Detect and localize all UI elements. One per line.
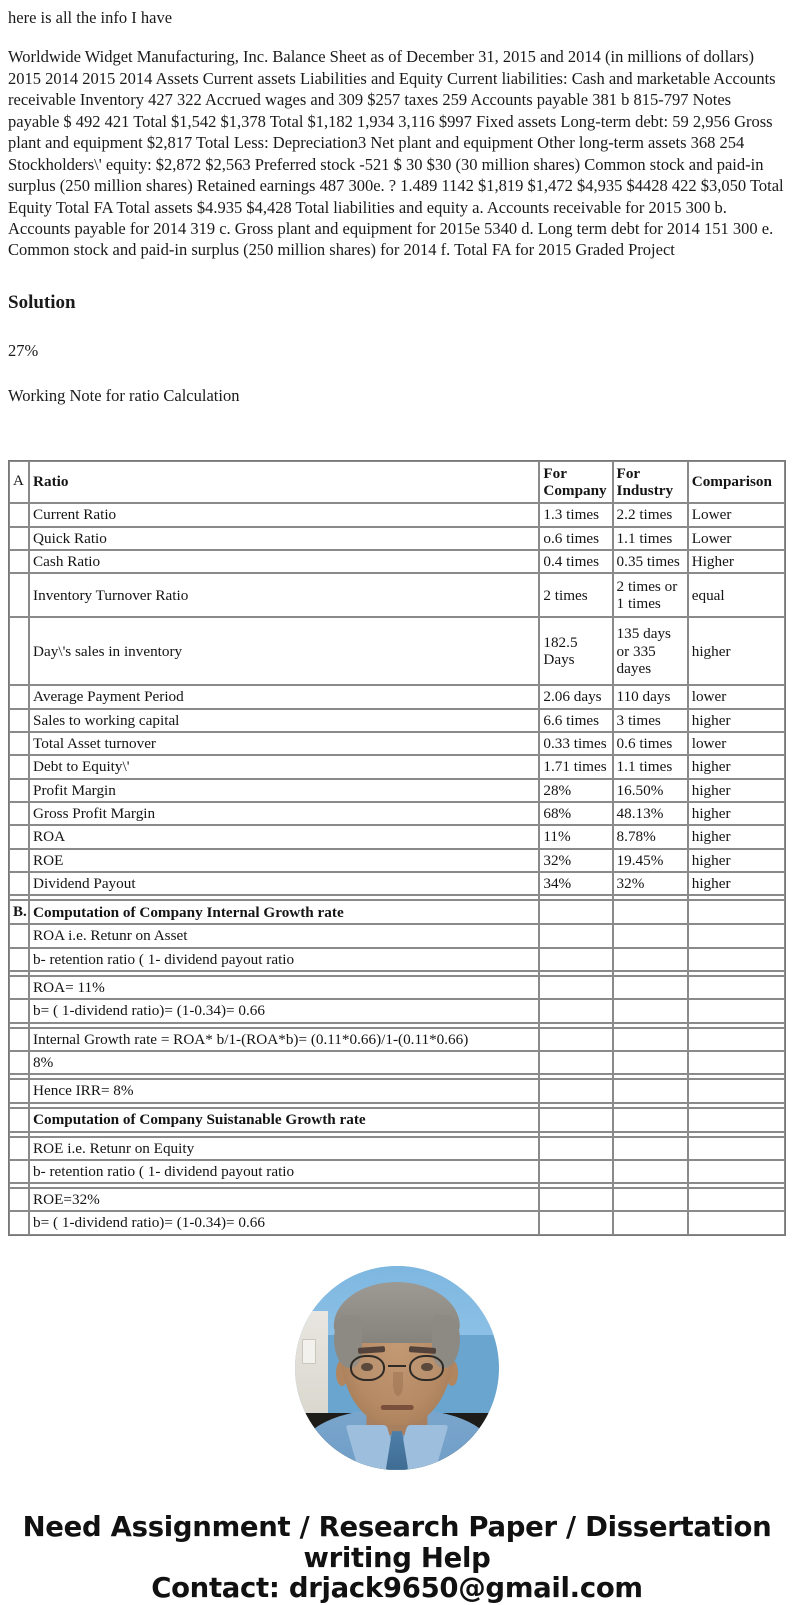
row-for-company-cell: 28% bbox=[539, 779, 612, 802]
row-ratio-cell: b= ( 1-dividend ratio)= (1-0.34)= 0.66 bbox=[29, 1211, 539, 1234]
row-ratio-cell: Sales to working capital bbox=[29, 709, 539, 732]
table-row bbox=[9, 1137, 785, 1160]
row-comparison-cell: lower bbox=[688, 685, 785, 708]
row-for-company-cell: 0.4 times bbox=[539, 550, 612, 573]
row-for-industry-cell: 2.2 times bbox=[613, 503, 688, 526]
table-row bbox=[9, 924, 785, 947]
table-row bbox=[9, 1188, 785, 1211]
photo-background-door bbox=[295, 1311, 328, 1425]
row-for-company-cell bbox=[539, 1028, 612, 1051]
row-comparison-cell: higher bbox=[688, 825, 785, 848]
table-row bbox=[9, 503, 785, 526]
table-row bbox=[9, 900, 785, 924]
row-comparison-cell bbox=[688, 1211, 785, 1234]
row-ratio-cell: Current Ratio bbox=[29, 503, 539, 526]
row-for-industry-cell bbox=[613, 1079, 688, 1102]
row-comparison-cell: higher bbox=[688, 709, 785, 732]
table-row bbox=[9, 872, 785, 895]
row-for-industry-cell bbox=[613, 1188, 688, 1211]
header-comparison: Comparison bbox=[688, 461, 785, 504]
row-for-industry-cell bbox=[613, 999, 688, 1022]
row-for-company-cell bbox=[539, 1051, 612, 1074]
table-row bbox=[9, 1079, 785, 1102]
table-row bbox=[9, 709, 785, 732]
row-for-company-cell bbox=[539, 924, 612, 947]
row-index-cell bbox=[9, 872, 29, 895]
row-for-industry-cell: 32% bbox=[613, 872, 688, 895]
row-for-company-cell: 6.6 times bbox=[539, 709, 612, 732]
row-for-industry-cell: 135 days or 335 dayes bbox=[613, 617, 688, 685]
row-for-company-cell bbox=[539, 999, 612, 1022]
table-row bbox=[9, 617, 785, 685]
cta-section bbox=[0, 1512, 794, 1605]
table-row bbox=[9, 948, 785, 971]
row-index-cell bbox=[9, 732, 29, 755]
table-row bbox=[9, 1160, 785, 1183]
table-row bbox=[9, 999, 785, 1022]
row-for-industry-cell: 110 days bbox=[613, 685, 688, 708]
row-for-industry-cell: 48.13% bbox=[613, 802, 688, 825]
row-for-industry-cell bbox=[613, 924, 688, 947]
row-index-cell bbox=[9, 825, 29, 848]
row-index-cell bbox=[9, 503, 29, 526]
row-for-industry-cell: 0.6 times bbox=[613, 732, 688, 755]
row-ratio-cell: Internal Growth rate = ROA* b/1-(ROA*b)= (0.11*0.66)/1-(0.11*0.66) bbox=[29, 1028, 539, 1051]
row-index-cell bbox=[9, 1137, 29, 1160]
row-comparison-cell bbox=[688, 948, 785, 971]
row-for-company-cell: o.6 times bbox=[539, 527, 612, 550]
row-index-cell: B. bbox=[9, 900, 29, 924]
row-for-industry-cell bbox=[613, 1028, 688, 1051]
row-for-company-cell bbox=[539, 1188, 612, 1211]
row-for-company-cell bbox=[539, 1079, 612, 1102]
row-for-industry-cell bbox=[613, 900, 688, 924]
row-for-company-cell: 32% bbox=[539, 849, 612, 872]
row-comparison-cell bbox=[688, 1188, 785, 1211]
row-ratio-cell: ROA= 11% bbox=[29, 976, 539, 999]
row-index-cell bbox=[9, 1051, 29, 1074]
table-row bbox=[9, 732, 785, 755]
row-ratio-cell: Quick Ratio bbox=[29, 527, 539, 550]
row-for-industry-cell bbox=[613, 1160, 688, 1183]
row-comparison-cell: Higher bbox=[688, 550, 785, 573]
row-index-cell bbox=[9, 1211, 29, 1234]
row-index-cell bbox=[9, 573, 29, 617]
row-for-industry-cell: 3 times bbox=[613, 709, 688, 732]
row-for-industry-cell: 19.45% bbox=[613, 849, 688, 872]
table-row bbox=[9, 573, 785, 617]
row-for-company-cell bbox=[539, 900, 612, 924]
row-comparison-cell bbox=[688, 1079, 785, 1102]
row-comparison-cell: equal bbox=[688, 573, 785, 617]
photo-glasses-right bbox=[409, 1355, 444, 1382]
avatar bbox=[295, 1266, 499, 1470]
row-index-cell bbox=[9, 1108, 29, 1132]
row-for-company-cell: 0.33 times bbox=[539, 732, 612, 755]
table-header-row bbox=[9, 461, 785, 504]
row-for-company-cell: 68% bbox=[539, 802, 612, 825]
row-for-company-cell: 2.06 days bbox=[539, 685, 612, 708]
row-comparison-cell bbox=[688, 1028, 785, 1051]
row-index-cell bbox=[9, 779, 29, 802]
header-index: A bbox=[9, 461, 29, 504]
table-row bbox=[9, 527, 785, 550]
row-comparison-cell bbox=[688, 1108, 785, 1132]
row-for-company-cell bbox=[539, 1211, 612, 1234]
row-ratio-cell: Computation of Company Suistanable Growth rate bbox=[29, 1108, 539, 1132]
cta-line-1: Need Assignment / Research Paper / Dissertation bbox=[22, 1510, 772, 1543]
row-for-company-cell bbox=[539, 1108, 612, 1132]
ratios-table bbox=[8, 460, 786, 1236]
row-for-company-cell bbox=[539, 1137, 612, 1160]
photo-glasses-bridge bbox=[388, 1365, 406, 1367]
row-for-company-cell: 1.3 times bbox=[539, 503, 612, 526]
row-index-cell bbox=[9, 527, 29, 550]
row-comparison-cell: higher bbox=[688, 755, 785, 778]
header-for-company: For Company bbox=[539, 461, 612, 504]
row-comparison-cell: higher bbox=[688, 802, 785, 825]
row-for-company-cell: 182.5 Days bbox=[539, 617, 612, 685]
row-index-cell bbox=[9, 550, 29, 573]
table-row bbox=[9, 1108, 785, 1132]
row-ratio-cell: 8% bbox=[29, 1051, 539, 1074]
row-for-company-cell bbox=[539, 948, 612, 971]
table-row bbox=[9, 849, 785, 872]
table-row bbox=[9, 825, 785, 848]
ratios-table-body bbox=[9, 461, 785, 1235]
row-for-industry-cell: 0.35 times bbox=[613, 550, 688, 573]
row-for-industry-cell: 1.1 times bbox=[613, 755, 688, 778]
row-comparison-cell: lower bbox=[688, 732, 785, 755]
row-for-industry-cell: 8.78% bbox=[613, 825, 688, 848]
row-index-cell bbox=[9, 685, 29, 708]
table-row bbox=[9, 1051, 785, 1074]
row-index-cell bbox=[9, 924, 29, 947]
cta-contact-line: Contact: drjack9650@gmail.com bbox=[151, 1572, 643, 1605]
row-for-industry-cell: 1.1 times bbox=[613, 527, 688, 550]
intro-section bbox=[0, 0, 794, 261]
row-index-cell bbox=[9, 1028, 29, 1051]
row-index-cell bbox=[9, 1079, 29, 1102]
row-index-cell bbox=[9, 999, 29, 1022]
row-index-cell bbox=[9, 802, 29, 825]
table-row bbox=[9, 1211, 785, 1234]
balance-sheet-paragraph: Worldwide Widget Manufacturing, Inc. Balance Sheet as of December 31, 2015 and 2014 (in millions of dollars) 2015 2014 2015 2014 Assets Current assets Liabilities and Equity Current liabilities: Cash and marketable Accounts receivable Inventory 427 322 Accrued wages and 309 $257 taxes 259 Accounts payable 381 b 815-797 Notes payable $ 492 421 Total $1,542 $1,378 Total $1,182 1,934 3,116 $997 Fixed assets Long-term debt: 59 2,956 Gross plant and equipment $2,817 Total Less: Depreciation3 Net plant and equipment Other long-term assets 368 254 Stockholders\' equity: $2,872 $2,563 Preferred stock -521 $ 30 $30 (30 million shares) Common stock and paid-in surplus (250 million shares) Retained earnings 487 300e. ? 1.489 1142 $1,819 $1,472 $4,935 $4428 422 $3,050 Total Equity Total FA Total assets $4.935 $4,428 Total liabilities and equity a. Accounts receivable for 2015 300 b. Accounts payable for 2014 319 c. Gross plant and equipment for 2015e 5340 d. Long term debt for 2014 151 300 e. Common stock and paid-in surplus (250 million shares) for 2014 f. Total FA for 2015 Graded Project bbox=[8, 47, 784, 260]
row-for-company-cell: 34% bbox=[539, 872, 612, 895]
row-ratio-cell: b- retention ratio ( 1- dividend payout ratio bbox=[29, 1160, 539, 1183]
row-comparison-cell: higher bbox=[688, 849, 785, 872]
row-ratio-cell: b- retention ratio ( 1- dividend payout ratio bbox=[29, 948, 539, 971]
row-ratio-cell: ROA bbox=[29, 825, 539, 848]
row-index-cell bbox=[9, 948, 29, 971]
header-ratio: Ratio bbox=[29, 461, 539, 504]
row-for-industry-cell bbox=[613, 1108, 688, 1132]
row-for-company-cell bbox=[539, 976, 612, 999]
cta-line-2: writing Help bbox=[303, 1541, 491, 1574]
working-note-label: Working Note for ratio Calculation bbox=[8, 385, 240, 405]
row-comparison-cell bbox=[688, 1137, 785, 1160]
row-comparison-cell bbox=[688, 1160, 785, 1183]
table-row bbox=[9, 802, 785, 825]
photo-light-switch bbox=[302, 1339, 316, 1363]
row-comparison-cell: higher bbox=[688, 617, 785, 685]
row-index-cell bbox=[9, 617, 29, 685]
row-for-company-cell: 2 times bbox=[539, 573, 612, 617]
solution-percent: 27% bbox=[8, 340, 39, 360]
row-comparison-cell: higher bbox=[688, 872, 785, 895]
photo-mouth bbox=[381, 1405, 414, 1410]
row-ratio-cell: Gross Profit Margin bbox=[29, 802, 539, 825]
row-index-cell bbox=[9, 976, 29, 999]
row-ratio-cell: Total Asset turnover bbox=[29, 732, 539, 755]
table-row bbox=[9, 685, 785, 708]
table-row bbox=[9, 1028, 785, 1051]
row-ratio-cell: Average Payment Period bbox=[29, 685, 539, 708]
row-index-cell bbox=[9, 1160, 29, 1183]
row-for-industry-cell bbox=[613, 948, 688, 971]
row-ratio-cell: ROE bbox=[29, 849, 539, 872]
row-comparison-cell: Lower bbox=[688, 503, 785, 526]
row-comparison-cell bbox=[688, 1051, 785, 1074]
row-comparison-cell bbox=[688, 900, 785, 924]
row-index-cell bbox=[9, 709, 29, 732]
row-index-cell bbox=[9, 849, 29, 872]
row-for-company-cell: 11% bbox=[539, 825, 612, 848]
row-ratio-cell: Hence IRR= 8% bbox=[29, 1079, 539, 1102]
row-ratio-cell: ROA i.e. Retunr on Asset bbox=[29, 924, 539, 947]
table-row bbox=[9, 976, 785, 999]
row-for-company-cell bbox=[539, 1160, 612, 1183]
row-ratio-cell: Dividend Payout bbox=[29, 872, 539, 895]
table-row bbox=[9, 779, 785, 802]
row-comparison-cell bbox=[688, 976, 785, 999]
intro-line: here is all the info I have bbox=[8, 8, 173, 27]
row-ratio-cell: b= ( 1-dividend ratio)= (1-0.34)= 0.66 bbox=[29, 999, 539, 1022]
row-for-industry-cell bbox=[613, 1211, 688, 1234]
row-for-industry-cell: 16.50% bbox=[613, 779, 688, 802]
row-for-company-cell: 1.71 times bbox=[539, 755, 612, 778]
row-index-cell bbox=[9, 1188, 29, 1211]
row-ratio-cell: Debt to Equity\' bbox=[29, 755, 539, 778]
row-comparison-cell bbox=[688, 924, 785, 947]
row-index-cell bbox=[9, 755, 29, 778]
avatar-section bbox=[0, 1266, 794, 1470]
row-comparison-cell: higher bbox=[688, 779, 785, 802]
photo-glasses-left bbox=[350, 1355, 385, 1382]
row-ratio-cell: Profit Margin bbox=[29, 779, 539, 802]
ratios-table-wrap bbox=[8, 406, 786, 1236]
row-comparison-cell bbox=[688, 999, 785, 1022]
row-ratio-cell: ROE=32% bbox=[29, 1188, 539, 1211]
row-ratio-cell: Day\'s sales in inventory bbox=[29, 617, 539, 685]
row-for-industry-cell bbox=[613, 1051, 688, 1074]
row-ratio-cell: Cash Ratio bbox=[29, 550, 539, 573]
row-for-industry-cell: 2 times or 1 times bbox=[613, 573, 688, 617]
solution-heading: Solution bbox=[8, 291, 76, 313]
row-comparison-cell: Lower bbox=[688, 527, 785, 550]
row-for-industry-cell bbox=[613, 1137, 688, 1160]
table-row bbox=[9, 755, 785, 778]
row-for-industry-cell bbox=[613, 976, 688, 999]
table-row bbox=[9, 550, 785, 573]
header-for-industry: For Industry bbox=[613, 461, 688, 504]
row-ratio-cell: ROE i.e. Retunr on Equity bbox=[29, 1137, 539, 1160]
row-ratio-cell: Inventory Turnover Ratio bbox=[29, 573, 539, 617]
row-ratio-cell: Computation of Company Internal Growth rate bbox=[29, 900, 539, 924]
